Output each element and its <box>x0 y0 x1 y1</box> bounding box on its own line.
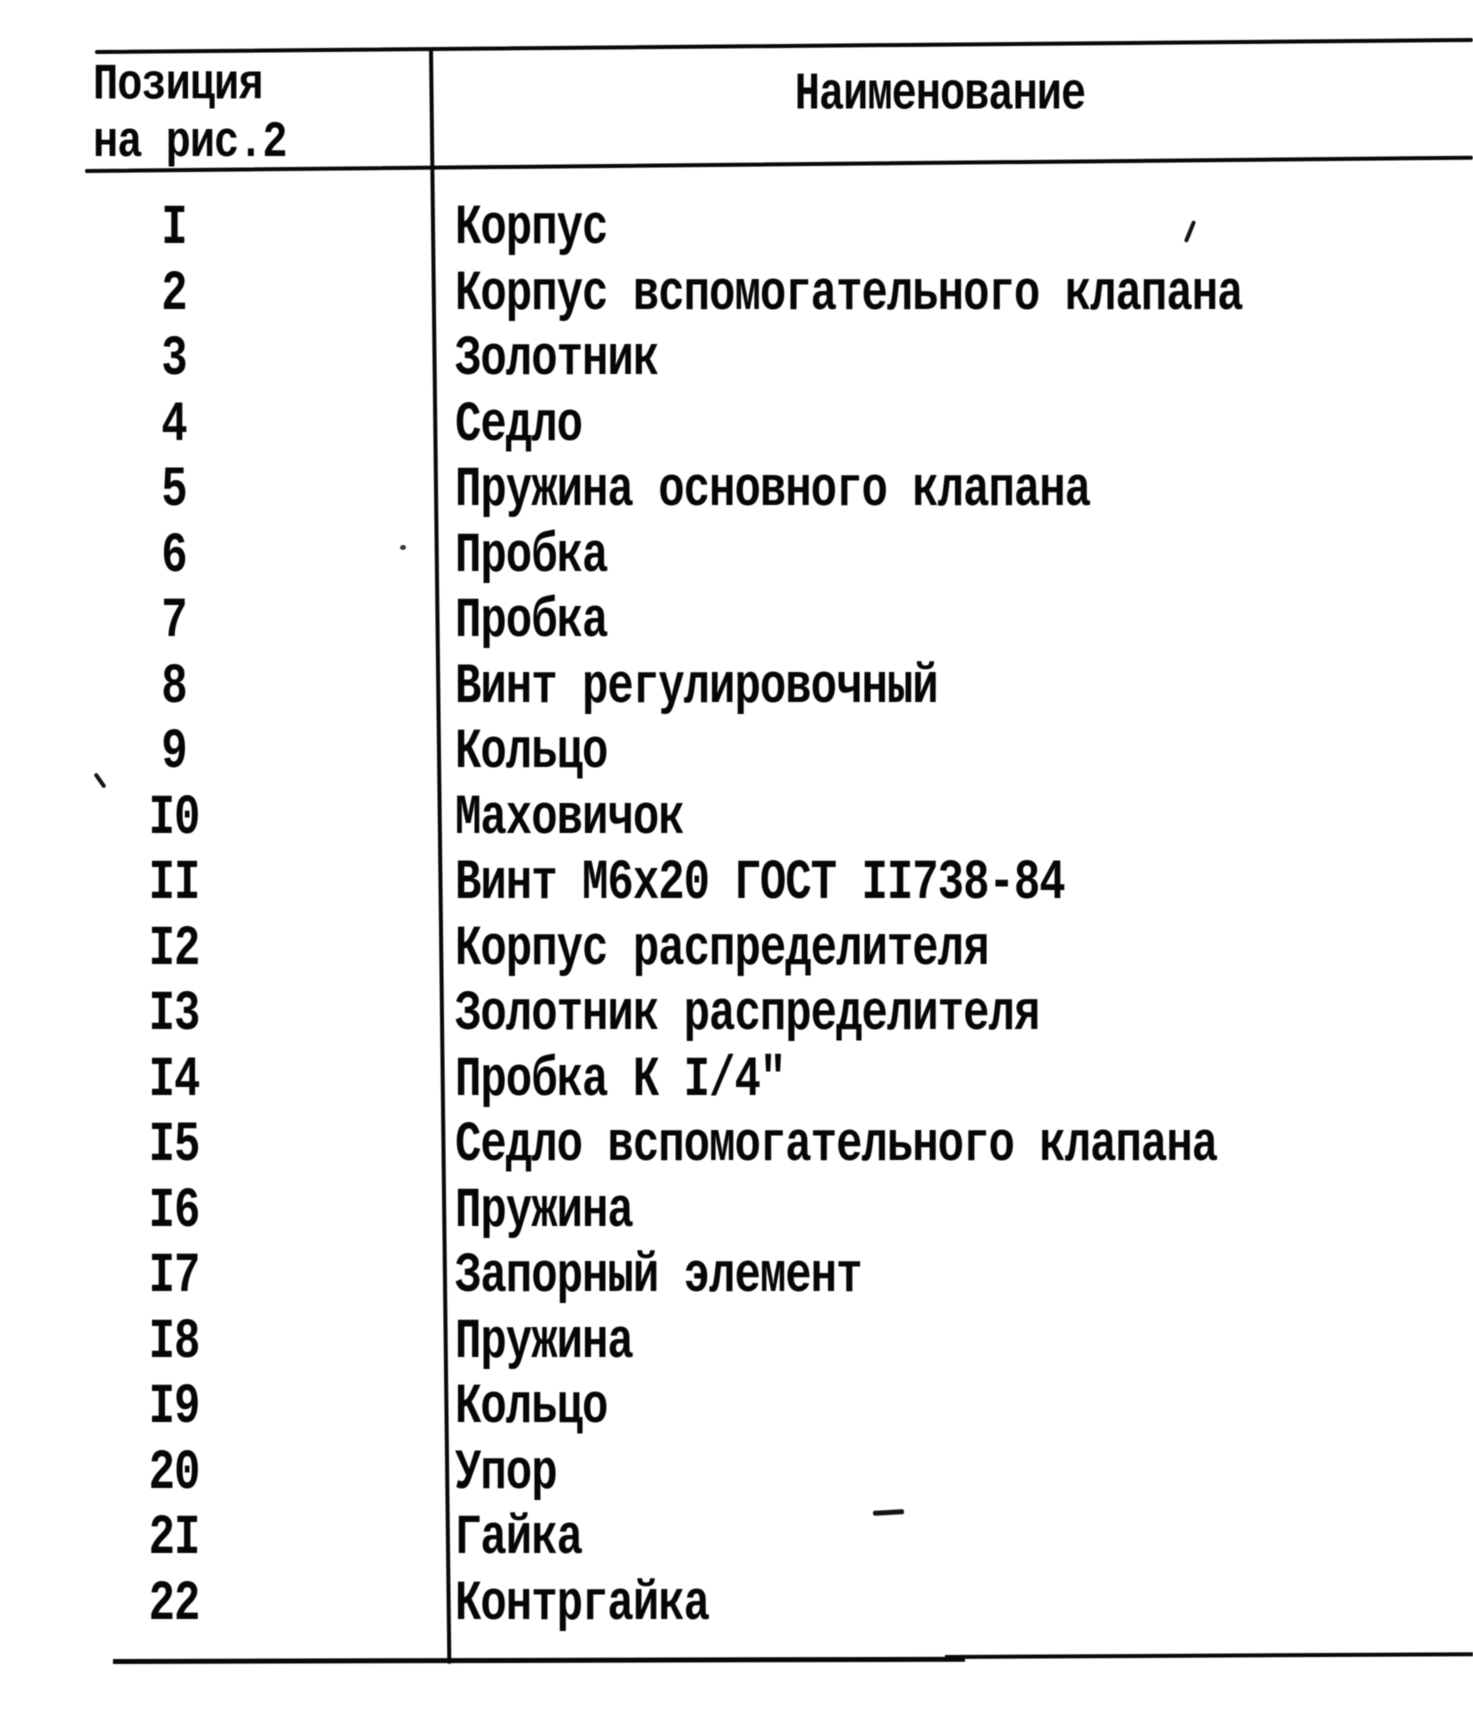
name-cell: Гайка <box>455 1506 583 1571</box>
position-cell: 2I <box>148 1506 200 1571</box>
position-cell: I2 <box>148 917 200 982</box>
position-cell: I8 <box>148 1310 200 1375</box>
table-row <box>0 590 1473 656</box>
table-top-border <box>95 38 1473 54</box>
name-cell: Пружина <box>455 1179 633 1244</box>
name-cell: Золотник <box>455 327 659 392</box>
table-row <box>0 852 1473 918</box>
position-cell: 9 <box>161 720 187 785</box>
name-cell: Золотник распределителя <box>455 982 1040 1047</box>
position-cell: I4 <box>148 1048 200 1113</box>
table-row <box>0 1376 1473 1442</box>
table-row <box>0 328 1473 394</box>
name-cell: Винт М6х20 ГОСТ II738-84 <box>455 851 1065 916</box>
position-cell: I0 <box>148 786 200 851</box>
scan-artifact-ink-dot <box>400 545 406 550</box>
name-cell: Корпус вспомогательного клапана <box>455 262 1243 327</box>
table-row <box>0 197 1473 263</box>
name-cell: Кольцо <box>455 1375 608 1440</box>
position-cell: 7 <box>161 589 187 654</box>
position-cell: 22 <box>148 1572 200 1637</box>
position-cell: 8 <box>161 655 187 720</box>
position-cell: II <box>148 851 200 916</box>
name-cell: Упор <box>455 1441 557 1506</box>
name-cell: Пружина основного клапана <box>455 458 1091 523</box>
name-cell: Винт регулировочный <box>455 655 938 720</box>
name-cell: Корпус <box>455 196 608 261</box>
table-row <box>0 983 1473 1049</box>
table-bottom-border-left <box>113 1657 965 1664</box>
name-cell: Пробка <box>455 524 608 589</box>
position-cell: 5 <box>161 458 187 523</box>
column-header-position <box>93 57 287 172</box>
position-cell: I5 <box>148 1113 200 1178</box>
name-cell: Корпус распределителя <box>455 917 989 982</box>
table-row <box>0 721 1473 787</box>
table-row <box>0 1114 1473 1180</box>
table-body <box>0 197 1473 1638</box>
name-cell: Седло <box>455 393 583 458</box>
column-header-position-line2: на рис.2 <box>93 113 287 172</box>
position-cell: I3 <box>148 982 200 1047</box>
table-row <box>0 1507 1473 1573</box>
header-separator-line <box>85 156 1473 173</box>
name-cell: Седло вспомогательного клапана <box>455 1113 1218 1178</box>
position-cell: I7 <box>148 1244 200 1309</box>
column-header-name: Наименование <box>794 64 1086 125</box>
position-cell: 2 <box>161 262 187 327</box>
name-cell: Маховичок <box>455 786 684 851</box>
position-cell: I <box>161 196 187 261</box>
position-cell: 20 <box>148 1441 200 1506</box>
name-cell: Запорный элемент <box>455 1244 862 1309</box>
position-cell: 3 <box>161 327 187 392</box>
name-cell: Контргайка <box>455 1572 710 1637</box>
table-bottom-border-right <box>945 1652 1473 1659</box>
position-cell: 6 <box>161 524 187 589</box>
name-cell: Кольцо <box>455 720 608 785</box>
position-cell: I9 <box>148 1375 200 1440</box>
position-cell: I6 <box>148 1179 200 1244</box>
table-row <box>0 1245 1473 1311</box>
name-cell: Пробка К I/4" <box>455 1048 786 1113</box>
name-cell: Пружина <box>455 1310 633 1375</box>
table-row <box>0 1573 1473 1639</box>
table-row <box>0 459 1473 525</box>
column-header-position-line1: Позиция <box>93 55 263 115</box>
position-cell: 4 <box>161 393 187 458</box>
name-cell: Пробка <box>455 589 608 654</box>
